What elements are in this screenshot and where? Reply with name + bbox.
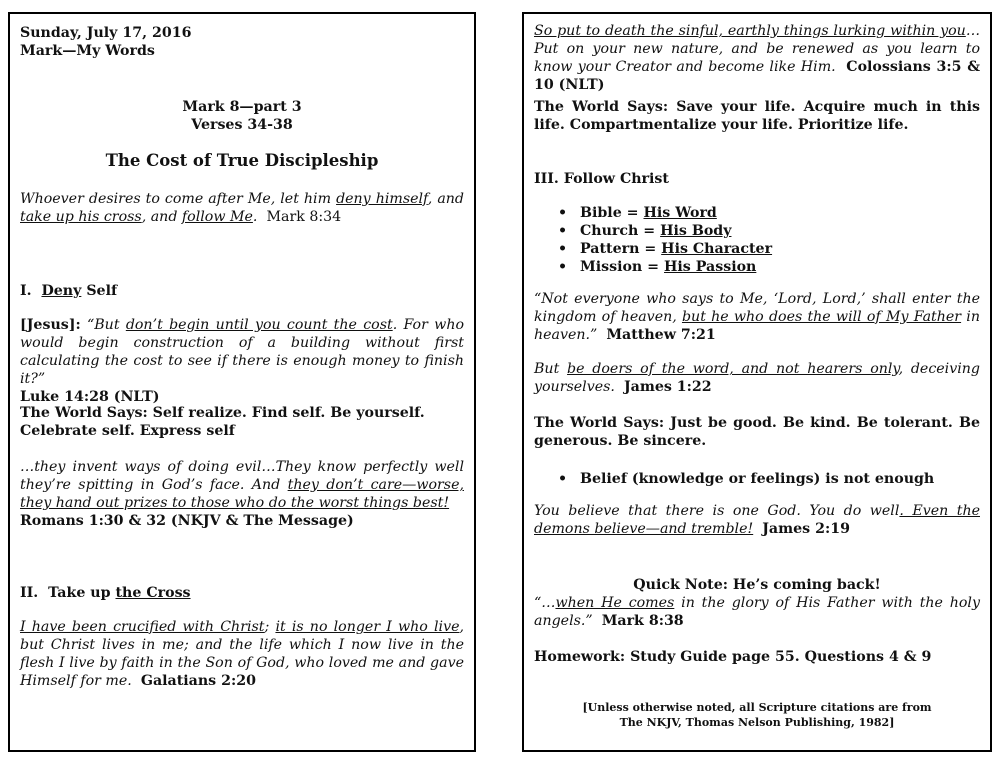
scripture-ref: Colossians 3:5 & 10 (NLT) [534,59,981,93]
scripture-ref: James 2:19 [762,521,850,537]
series-title: Mark—My Words [20,43,155,59]
colossians-quote: So put to death the sinful, earthly things lurking within you…Put on your new nature, and be renewed as you learn to know your Creator and become like Him. Colossians 3:5 & 10 (NLT) [534,23,981,93]
key-verse: Whoever desires to come after Me, let him deny himself, and take up his cross, and follow Me. Mark 8:34 [20,191,464,225]
section-heading-2: II. Take up the Cross [20,585,191,601]
page-title: The Cost of True Discipleship [105,151,379,170]
matthew-quote: “Not everyone who says to Me, ‘Lord, Lord,’ shall enter the kingdom of heaven, but he who does the will of My Father in heaven.” Matthew 7:21 [534,291,980,343]
date: Sunday, July 17, 2016 [20,25,192,41]
mark-838-quote: “…when He comes in the glory of His Father with the holy angels.” Mark 8:38 [534,595,980,629]
james-1-quote: But be doers of the word, and not hearers only, deceiving yourselves. James 1:22 [534,361,980,395]
luke-quote: [Jesus]: “But don’t begin until you count the cost. For who would begin construction of a building without first calculating the cost to see if there is enough money to finish it?” Luke 14:28 (NLT) [20,317,464,405]
scripture-ref: James 1:22 [623,379,712,395]
list-item: • Bible = His Word [534,204,980,222]
scripture-ref: Mark 8:38 [601,613,684,629]
passage-block [20,98,464,134]
scripture-ref: Romans 1:30 & 32 (NKJV & The Message) [20,513,354,529]
romans-quote: …they invent ways of doing evil…They know perfectly well they’re spitting in God’s face. And they don’t care—worse, they hand out prizes to those who do the worst things best! Romans 1:30 & 32 (NKJV & The Message) [20,459,464,529]
section-heading-3: III. Follow Christ [534,171,669,187]
list-item: • Mission = His Passion [534,258,980,276]
homework: Homework: Study Guide page 55. Questions 4 & 9 [534,649,932,665]
list-item: • Church = His Body [534,222,980,240]
galatians-quote: I have been crucified with Christ; it is no longer I who live, but Christ lives in me; and the life which I now live in the flesh I live by faith in the Son of God, who loved me and gave Himself for me. Galatians 2:20 [20,619,464,689]
list-item: • Pattern = His Character [534,240,980,258]
world-says-3: The World Says: Just be good. Be kind. Be tolerant. Be generous. Be sincere. [534,415,980,449]
scripture-ref: Matthew 7:21 [606,327,716,343]
world-says-2: The World Says: Save your life. Acquire much in this life. Compartmentalize your life. Prioritize life. [534,99,980,133]
follow-christ-list [534,204,980,276]
james-2-quote: You believe that there is one God. You do well. Even the demons believe—and tremble! James 2:19 [534,503,980,537]
scripture-ref: Galatians 2:20 [140,673,256,689]
section-heading-1: I. Deny Self [20,283,118,299]
quick-note: Quick Note: He’s coming back! [633,577,881,593]
belief-list [534,470,980,488]
world-says-1: The World Says: Self realize. Find self. Be yourself. Celebrate self. Express self [20,405,425,439]
scripture-ref: Mark 8:34 [266,209,342,225]
list-item: • Belief (knowledge or feelings) is not enough [534,470,980,488]
right-page [522,12,992,752]
footnote: [Unless otherwise noted, all Scripture citations are from The NKJV, Thomas Nelson Publishing, 1982] [582,701,932,729]
passage: Mark 8—part 3 [182,99,302,115]
scripture-ref: Luke 14:28 (NLT) [20,389,160,405]
left-page [8,12,476,752]
verses: Verses 34-38 [191,117,293,133]
header-block [20,24,464,60]
